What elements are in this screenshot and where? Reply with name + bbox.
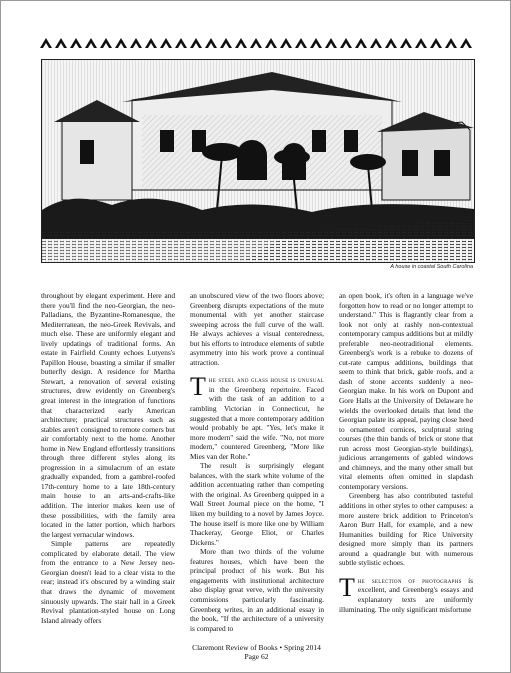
paragraph: Greenberg has also contributed tasteful additions in other styles to other campuses: a more austere brick addition to Princeton's Aaron Burr Hall, for example, and a new Humanities building for Rice University designed more simply than its partners around a quadrangle but with numerous subtle stylistic echoes. (339, 491, 473, 568)
ornament-triangle (325, 38, 337, 48)
text-column-3 (339, 291, 473, 614)
ornament-triangle (175, 38, 187, 48)
drop-cap: T (190, 372, 206, 402)
ornament-triangle (415, 38, 427, 48)
ornament-triangle (145, 38, 157, 48)
ornament-triangle (460, 38, 472, 48)
ornament-triangle (445, 38, 457, 48)
illustration-caption: A house in coastal South Carolina (390, 264, 473, 270)
section-body: is excellent, and Greenberg's essays and explanatory texts are uniformly illuminating. The only significant misfortune (339, 575, 473, 614)
paragraph: an unobscured view of the two floors above; Greenberg disrupts expectations of the mute monumental with yet another staircase sweeping across the full curve of the wall. He always achieves a visual centeredness, but his efforts to introduce elements of subtle asymmetry into his work prove a continual attraction. (190, 291, 324, 367)
footer-publication: Claremont Review of Books • Spring 2014 (192, 643, 321, 652)
section-lead-in: he selection of photographs (357, 575, 462, 585)
ornament-triangle (100, 38, 112, 48)
paragraph: The result is surprisingly elegant balances, with the stark white volume of the addition accentuating rather than competing with the original. As Greenberg quipped in a Wall Street Journal piece on the home, "I liken my building to a novel by James Joyce. The house itself is more like one by William Thackeray, George Eliot, or Charles Dickens." (190, 461, 324, 547)
ornament-triangle (265, 38, 277, 48)
ornament-triangle (340, 38, 352, 48)
ornament-triangle (295, 38, 307, 48)
ornament-triangle (400, 38, 412, 48)
paragraph: an open book, it's often in a language we've forgotten how to read or no longer attempt to understand." This is flagrantly clear from a look not only at rashly non-contextual contemporary campus additions but at mildly preferable neo-neotraditional elements. Greenberg's work is a rebuke to dozens of cut-rate campus additions, buildings that seem to think that brick, gable roofs, and a dash of stone accents suddenly a neo-Georgian make. In his work on Dupont and Gore Halls at the University of Delaware he wields the overlooked details that lend the Georgian palate its appeal, paying close heed to ornamented cornices, sculptural string courses (the thin bands of brick or stone that run across most Georgian-style buildings), judicious arrangements of gabled windows and chimneys, and the many other small but vital elements often omitted in slapdash contemporary versions. (339, 291, 473, 491)
section-lead-in: he steel and glass house is unusual (208, 375, 324, 385)
ornament-triangle (310, 38, 322, 48)
ornament-triangle (115, 38, 127, 48)
ornament-triangle (430, 38, 442, 48)
ornament-triangle (190, 38, 202, 48)
ornament-triangle (385, 38, 397, 48)
paragraph: Simple patterns are repeatedly complicated by elaborate detail. The view from the entrance to a New Jersey neo-Georgian doesn't lead to a clear vista to the rear; instead it's obscured by a winding stair that draws the dynamic of movement sinuously upwards. The stair hall in a Greek Revival plantation-styled house on Long Island already offers (41, 539, 175, 625)
ornament-triangle (40, 38, 52, 48)
ornament-triangle (280, 38, 292, 48)
paragraph: throughout by elegant experiment. Here and there you'll find the neo-Georgian, the neo-Palladians, the Byzantine-Romanesque, the Mediterranean, the neo-Greek Revivals, and much else. These are uniformly elegant and lively updatings of traditional forms. An estate in Fairfield County echoes Lutyens's Papillon House, boasting a similar if smaller butterfly design. A residence for Martha Stewart, a renovation of several existing structures, drew evidently on Greenberg's great interest in the integration of functions that characterized early American architecture; practical structures such as stables aren't consigned to remote corners but air comfortably next to the home. Another home in New England effortlessly transitions through three different styles along its progression in a simulacrum of an estate gradually expanded, from a gambrel-roofed 17th-century home to a late 18th-century main house to an arts-and-crafts-like addition. The interior makes keen use of these possibilities, with the family area located in the latter portion, which harbors the largest vernacular windows. (41, 291, 175, 539)
decorative-border-ornament (39, 36, 474, 50)
text-column-1 (41, 291, 175, 625)
ornament-triangle (220, 38, 232, 48)
drop-cap: T (339, 572, 355, 602)
ornament-triangle (205, 38, 217, 48)
ornament-triangle (250, 38, 262, 48)
ornament-triangle (370, 38, 382, 48)
ornament-triangle (160, 38, 172, 48)
ornament-triangle (355, 38, 367, 48)
section-paragraph (190, 372, 324, 461)
footer-page-number: Page 62 (244, 652, 269, 661)
section-body: in the Greenberg repertoire. Faced with the task of an addition to a rambling Victorian in Connecticut, he suggested that a more contemporary addition would probably be apt. "Yes, let's make it more modern" said the wife. "No, not more modern," countered Greenberg, "More like Mies van der Rohe." (190, 384, 324, 461)
paragraph: More than two thirds of the volume features houses, which have been the principal product of his work. But his engagements with institutional architecture also display great verve, with the university commissions particularly fascinating. Greenberg writes, in an additional essay in the book, "If the architecture of a university is compared to (190, 547, 324, 633)
section-paragraph (339, 572, 473, 614)
house-illustration (41, 59, 475, 263)
ornament-triangle (85, 38, 97, 48)
ornament-triangle (130, 38, 142, 48)
ornament-triangle (70, 38, 82, 48)
ornament-triangle (235, 38, 247, 48)
text-column-2 (190, 291, 324, 633)
ornament-triangle (55, 38, 67, 48)
